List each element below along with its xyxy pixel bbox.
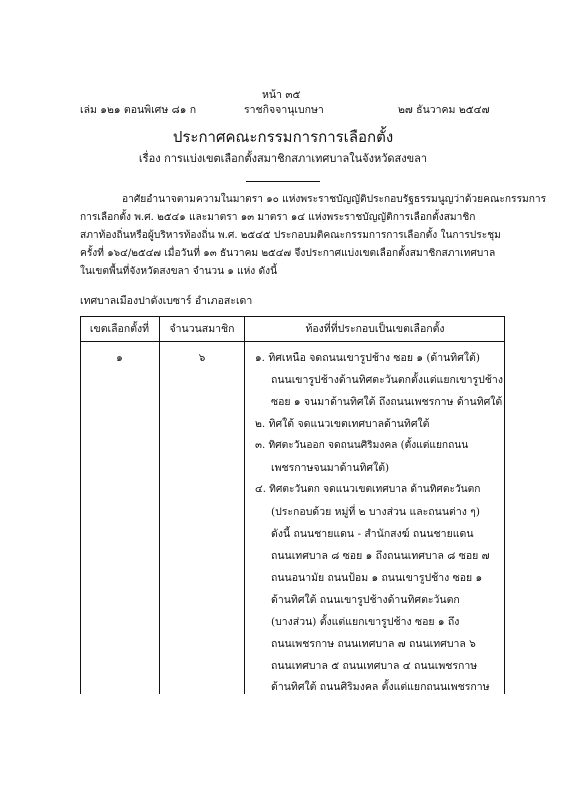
area-line: ถนนเทศบาล ๘ ซอย ๑ ถึงถนนเทศบาล ๘ ซอย ๗: [271, 550, 490, 562]
area-line: (ประกอบด้วย หมู่ที่ ๒ บางส่วน และถนนต่าง ๆ): [271, 506, 480, 518]
body-line-3: สภาท้องถิ่นหรือผู้บริหารท้องถิ่น พ.ศ. ๒๕๔๕ ประกอบมติคณะกรรมการการเลือกตั้ง ในการประชุม: [80, 230, 501, 241]
gazette-volume: เล่ม ๑๒๑ ตอนพิเศษ ๘๑ ก: [80, 104, 197, 116]
area-line: ถนนอนามัย ถนนป้อม ๑ ถนนเขารูปช้าง ซอย ๑: [271, 572, 483, 584]
area-line: ถนนเขารูปช้างด้านทิศตะวันตกตั้งแต่แยกเขารูปช้าง: [271, 374, 503, 386]
announcement-title: ประกาศคณะกรรมการการเลือกตั้ง: [172, 128, 394, 146]
header-area: ท้องที่ที่ประกอบเป็นเขตเลือกตั้ง: [305, 323, 445, 335]
header-members: จำนวนสมาชิก: [169, 323, 235, 335]
districts-table: [80, 316, 505, 694]
area-line: ถนนเทศบาล ๕ ถนนเทศบาล ๔ ถนนเพชรกาษ: [271, 660, 478, 672]
municipality-name: เทศบาลเมืองปาดังเบซาร์ อำเภอสะเดา: [80, 295, 253, 307]
member-count: ๖: [198, 352, 206, 364]
area-line: ๔. ทิศตะวันตก จดแนวเขตเทศบาล ด้านทิศตะวันตก: [255, 484, 481, 495]
header-district-no: เขตเลือกตั้งที่: [89, 323, 150, 335]
area-line: ถนนเพชรกาษ ถนนเทศบาล ๗ ถนนเทศบาล ๖: [271, 638, 476, 650]
area-line: เพชรกาษจนมาด้านทิศใต้): [271, 462, 390, 474]
body-line-4: ครั้งที่ ๑๖๔/๒๕๔๗ เมื่อวันที่ ๑๓ ธันวาคม ๒๕๔๗ จึงประกาศแบ่งเขตเลือกตั้งสมาชิกสภาเทศบาล: [80, 248, 496, 259]
area-line: ๒. ทิศใต้ จดแนวเขตเทศบาลด้านทิศใต้: [255, 418, 430, 430]
area-line: ด้านทิศใต้ ถนนศิริมงคล ตั้งแต่แยกถนนเพชรกาษ: [271, 681, 490, 693]
area-line: ด้านทิศใต้ ถนนเขารูปช้างด้านทิศตะวันตก: [271, 594, 460, 606]
body-line-2: การเลือกตั้ง พ.ศ. ๒๕๔๑ และมาตรา ๑๓ มาตรา ๑๔ แห่งพระราชบัญญัติการเลือกตั้งสมาชิก: [80, 212, 476, 223]
gazette-name: ราชกิจจานุเบกษา: [244, 104, 324, 116]
page-number: หน้า ๓๕: [262, 89, 301, 101]
body-line-5: ในเขตพื้นที่จังหวัดสงขลา จำนวน ๑ แห่ง ดังนี้: [80, 266, 278, 277]
announcement-subject: เรื่อง การแบ่งเขตเลือกตั้งสมาชิกสภาเทศบาลในจังหวัดสงขลา: [138, 152, 428, 165]
area-line: ซอย ๑ จนมาด้านทิศใต้ ถึงถนนเพชรกาษ ด้านทิศใต้: [271, 396, 503, 408]
body-line-1: อาศัยอำนาจตามความในมาตรา ๑๐ แห่งพระราชบัญญัติประกอบรัฐธรรมนูญว่าด้วยคณะกรรมการ: [122, 194, 547, 205]
area-line: ดังนี้ ถนนชายแดน - สำนักสงฆ์ ถนนชายแดน: [271, 528, 474, 540]
district-number: ๑: [116, 352, 123, 364]
area-line: ๑. ทิศเหนือ จดถนนเขารูปช้าง ซอย ๑ (ด้านทิศใต้): [255, 352, 480, 364]
area-line: ๓. ทิศตะวันออก จดถนนศิริมงคล (ตั้งแต่แยกถนน: [255, 440, 469, 451]
gazette-date: ๒๗ ธันวาคม ๒๕๔๗: [398, 104, 490, 116]
title-divider: [246, 181, 320, 182]
area-line: (บางส่วน) ตั้งแต่แยกเขารูปช้าง ซอย ๑ ถึง: [271, 616, 460, 628]
